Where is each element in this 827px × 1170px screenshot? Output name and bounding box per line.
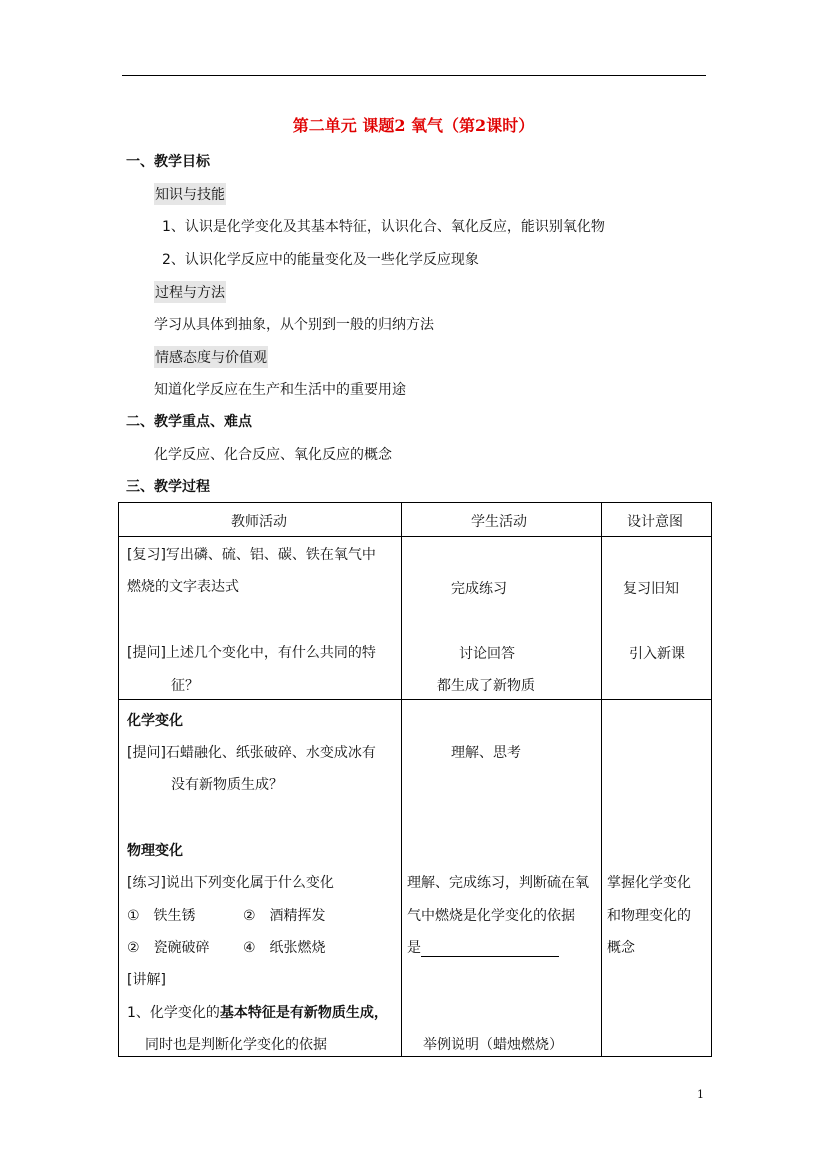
- r2-design-line-1: 掌握化学变化: [607, 875, 691, 891]
- row-divider: [119, 536, 711, 537]
- r2-design-line-3: 概念: [607, 940, 635, 956]
- r1-teacher-line-1: [复习]写出磷、硫、铝、碳、铁在氧气中: [127, 547, 376, 563]
- r2-teacher-line-7a: 1、化学变化的: [127, 1005, 220, 1021]
- r2-student-line-3: 气中燃烧是化学变化的依据: [407, 908, 575, 924]
- r2-teacher-line-7b: 基本特征是有新物质生成，: [219, 1005, 388, 1021]
- r2-teacher-line-2: [提问]石蜡融化、纸张破碎、水变成冰有: [127, 745, 376, 761]
- header-design: 设计意图: [627, 514, 683, 530]
- r2-heading-physical-change: 物理变化: [127, 843, 183, 859]
- column-divider: [601, 503, 602, 1056]
- section-keypoints: 二、教学重点、难点: [126, 414, 252, 430]
- r2-teacher-line-6: [讲解]: [127, 972, 166, 988]
- header-rule: [122, 75, 706, 76]
- subhead-knowledge: 知识与技能: [154, 183, 226, 205]
- r2-student-line-1: 理解、思考: [451, 745, 521, 761]
- r2-teacher-line-7: [127, 1002, 388, 1022]
- r2-option-4: ④ 纸张燃烧: [243, 940, 326, 956]
- page-title: 第二单元 课题2 氧气（第2课时）: [292, 116, 535, 135]
- subhead-emotion: 情感态度与价值观: [154, 346, 268, 368]
- r2-student-answer-prefix: 是: [407, 940, 421, 956]
- keypoints-item: 化学反应、化合反应、氧化反应的概念: [154, 447, 392, 463]
- page-number: 1: [697, 1088, 704, 1101]
- r2-teacher-line-5: [练习]说出下列变化属于什么变化: [127, 875, 334, 891]
- r2-option-3: ② 瓷碗破碎: [127, 940, 210, 956]
- knowledge-item-1: 1、认识是化学变化及其基本特征，认识化合、氧化反应，能识别氧化物: [162, 219, 605, 235]
- r2-student-line-5: 举例说明（蜡烛燃烧）: [423, 1037, 563, 1053]
- emotion-item: 知道化学反应在生产和生活中的重要用途: [154, 382, 406, 398]
- r1-teacher-line-3: [提问]上述几个变化中，有什么共同的特: [127, 645, 376, 661]
- r1-design-line-1: 复习旧知: [623, 581, 679, 597]
- r2-teacher-line-8: 同时也是判断化学变化的依据: [145, 1037, 327, 1053]
- r1-teacher-line-2: 燃烧的文字表达式: [127, 579, 239, 595]
- r2-student-line-4: [407, 937, 559, 957]
- section-procedure: 三、教学过程: [126, 479, 210, 495]
- header-teacher: 教师活动: [231, 514, 287, 530]
- r1-teacher-line-4: 征？: [171, 678, 199, 694]
- r2-option-1: ① 铁生锈: [127, 908, 196, 924]
- answer-blank: [421, 942, 559, 957]
- r1-student-line-2: 讨论回答: [459, 646, 515, 662]
- r2-design-line-2: 和物理变化的: [607, 908, 691, 924]
- r1-student-line-3: 都生成了新物质: [437, 678, 535, 694]
- r2-teacher-line-3: 没有新物质生成？: [171, 777, 283, 793]
- column-divider: [401, 503, 402, 1056]
- r2-student-line-2: 理解、完成练习，判断硫在氧: [407, 875, 589, 891]
- header-student: 学生活动: [471, 514, 527, 530]
- section-goals: 一、教学目标: [126, 154, 210, 170]
- r2-heading-chemical-change: 化学变化: [127, 713, 183, 729]
- row-divider: [119, 699, 711, 700]
- teaching-table: [118, 502, 712, 1057]
- r2-option-2: ② 酒精挥发: [243, 908, 326, 924]
- knowledge-item-2: 2、认识化学反应中的能量变化及一些化学反应现象: [162, 252, 479, 268]
- subhead-process: 过程与方法: [154, 281, 226, 303]
- r1-student-line-1: 完成练习: [451, 581, 507, 597]
- r1-design-line-2: 引入新课: [629, 646, 685, 662]
- process-item: 学习从具体到抽象，从个别到一般的归纳方法: [154, 317, 434, 333]
